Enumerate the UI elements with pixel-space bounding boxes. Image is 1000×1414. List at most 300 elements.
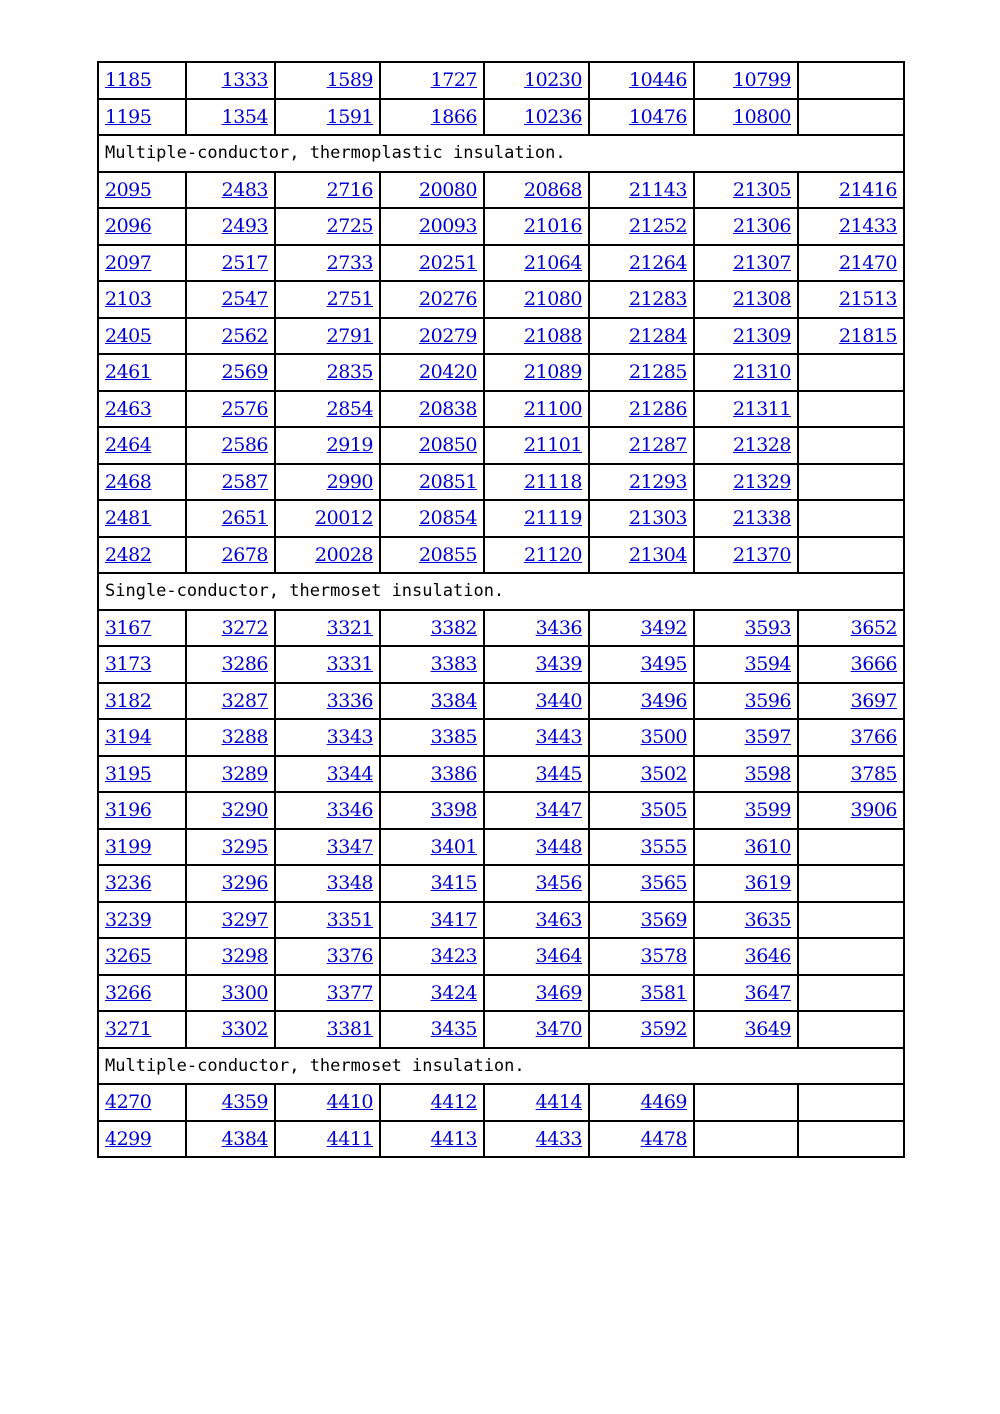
document-number-link[interactable]: 3348 (326, 872, 373, 895)
document-number-link[interactable]: 2791 (326, 324, 373, 347)
table-cell (798, 610, 904, 647)
table-row (98, 99, 904, 136)
table-cell (186, 902, 275, 939)
document-number-link[interactable]: 3598 (744, 762, 791, 785)
document-number-link[interactable]: 3382 (430, 616, 477, 639)
table-cell (484, 172, 589, 209)
table-cell (484, 318, 589, 355)
table-row (98, 938, 904, 975)
document-number-link[interactable]: 21815 (839, 324, 897, 347)
document-number-link[interactable]: 2517 (221, 251, 268, 274)
document-number-link[interactable]: 10446 (629, 69, 687, 92)
document-number-link[interactable]: 2483 (221, 178, 268, 201)
document-number-link[interactable]: 3286 (221, 653, 268, 676)
table-cell (484, 719, 589, 756)
document-number-link[interactable]: 2990 (326, 470, 373, 493)
document-number-link[interactable]: 3635 (744, 908, 791, 931)
document-number-link[interactable]: 21287 (629, 434, 687, 457)
table-cell (186, 865, 275, 902)
document-number-link[interactable]: 3906 (850, 799, 897, 822)
document-number-link[interactable]: 2716 (326, 178, 373, 201)
document-number-link[interactable]: 3581 (640, 981, 687, 1004)
document-number-link[interactable]: 3331 (326, 653, 373, 676)
table-cell (98, 1011, 186, 1048)
table-row (98, 537, 904, 574)
document-number-link[interactable]: 21119 (524, 507, 582, 530)
document-number-link[interactable]: 3610 (744, 835, 791, 858)
document-number-link[interactable]: 1866 (430, 105, 477, 128)
table-cell (186, 318, 275, 355)
document-number-link[interactable]: 2405 (105, 324, 152, 347)
document-number-link[interactable]: 3417 (430, 908, 477, 931)
document-number-link[interactable]: 4414 (535, 1091, 582, 1114)
table-cell (186, 391, 275, 428)
table-cell (186, 1121, 275, 1158)
document-number-link[interactable]: 3266 (105, 981, 152, 1004)
table-cell (380, 391, 484, 428)
document-number-link[interactable]: 21416 (839, 178, 897, 201)
document-number-link[interactable]: 3424 (430, 981, 477, 1004)
table-cell (589, 500, 694, 537)
document-number-link[interactable]: 2103 (105, 288, 152, 311)
document-number-link[interactable]: 20080 (419, 178, 477, 201)
document-number-link[interactable]: 2562 (221, 324, 268, 347)
table-row (98, 391, 904, 428)
document-number-link[interactable]: 20251 (419, 251, 477, 274)
document-number-link[interactable]: 4478 (640, 1127, 687, 1150)
table-cell (186, 975, 275, 1012)
document-number-link[interactable]: 21328 (733, 434, 791, 457)
document-number-link[interactable]: 3346 (326, 799, 373, 822)
document-number-link[interactable]: 21064 (524, 251, 582, 274)
document-number-link[interactable]: 2678 (221, 543, 268, 566)
document-number-link[interactable]: 3196 (105, 799, 152, 822)
table-cell (589, 719, 694, 756)
table-cell (798, 99, 904, 136)
document-number-link[interactable]: 21118 (524, 470, 582, 493)
document-number-link[interactable]: 3440 (535, 689, 582, 712)
document-number-link[interactable]: 21283 (629, 288, 687, 311)
document-number-link[interactable]: 3697 (850, 689, 897, 712)
document-number-link[interactable]: 20838 (419, 397, 477, 420)
document-number-link[interactable]: 1195 (105, 105, 152, 128)
table-cell (589, 756, 694, 793)
document-number-link[interactable]: 2651 (221, 507, 268, 530)
document-number-link[interactable]: 3295 (221, 835, 268, 858)
document-number-link[interactable]: 3578 (640, 945, 687, 968)
document-number-link[interactable]: 10800 (733, 105, 791, 128)
table-cell (694, 391, 798, 428)
document-number-link[interactable]: 3167 (105, 616, 152, 639)
table-cell (186, 537, 275, 574)
table-cell (98, 1121, 186, 1158)
document-number-link[interactable]: 1727 (430, 69, 477, 92)
document-number-link[interactable]: 21284 (629, 324, 687, 347)
document-number-link[interactable]: 3599 (744, 799, 791, 822)
document-number-link[interactable]: 3597 (744, 726, 791, 749)
document-number-link[interactable]: 3596 (744, 689, 791, 712)
document-number-link[interactable]: 21088 (524, 324, 582, 347)
table-cell (186, 281, 275, 318)
document-number-link[interactable]: 3236 (105, 872, 152, 895)
document-number-link[interactable]: 2482 (105, 543, 152, 566)
table-cell (275, 391, 380, 428)
table-cell (98, 464, 186, 501)
document-number-link[interactable]: 1185 (105, 69, 152, 92)
document-number-link[interactable]: 10230 (524, 69, 582, 92)
table-cell (98, 865, 186, 902)
table-cell (589, 245, 694, 282)
document-number-link[interactable]: 3766 (850, 726, 897, 749)
document-number-link[interactable]: 3289 (221, 762, 268, 785)
document-number-link[interactable]: 2481 (105, 507, 152, 530)
document-number-link[interactable]: 3194 (105, 726, 152, 749)
document-number-link[interactable]: 2463 (105, 397, 152, 420)
table-cell (380, 281, 484, 318)
table-cell (589, 975, 694, 1012)
document-number-link[interactable]: 2464 (105, 434, 152, 457)
table-row (98, 792, 904, 829)
document-number-link[interactable]: 4469 (640, 1091, 687, 1114)
document-number-link[interactable]: 3302 (221, 1018, 268, 1041)
document-number-link[interactable]: 3377 (326, 981, 373, 1004)
document-number-link[interactable]: 3383 (430, 653, 477, 676)
document-number-link[interactable]: 20854 (419, 507, 477, 530)
document-number-link[interactable]: 21304 (629, 543, 687, 566)
document-number-link[interactable]: 2493 (221, 215, 268, 238)
document-number-link[interactable]: 21306 (733, 215, 791, 238)
document-number-link[interactable]: 4413 (430, 1127, 477, 1150)
table-cell (484, 1121, 589, 1158)
document-number-link[interactable]: 3288 (221, 726, 268, 749)
document-number-link[interactable]: 3470 (535, 1018, 582, 1041)
document-number-link[interactable]: 3386 (430, 762, 477, 785)
table-cell (694, 427, 798, 464)
table-cell (484, 427, 589, 464)
document-number-link[interactable]: 21143 (629, 178, 687, 201)
document-number-link[interactable]: 3447 (535, 799, 582, 822)
document-number-link[interactable]: 3785 (850, 762, 897, 785)
document-number-link[interactable]: 21303 (629, 507, 687, 530)
document-number-link[interactable]: 3272 (221, 616, 268, 639)
document-number-link[interactable]: 4270 (105, 1091, 152, 1114)
table-cell (275, 281, 380, 318)
table-cell (589, 62, 694, 99)
document-number-link[interactable]: 2587 (221, 470, 268, 493)
table-cell (275, 902, 380, 939)
document-number-link[interactable]: 3555 (640, 835, 687, 858)
table-cell (275, 99, 380, 136)
table-cell (589, 902, 694, 939)
table-cell (275, 172, 380, 209)
document-number-link[interactable]: 3297 (221, 908, 268, 931)
table-cell (275, 500, 380, 537)
table-cell (380, 245, 484, 282)
document-number-link[interactable]: 3376 (326, 945, 373, 968)
document-number-link[interactable]: 21120 (524, 543, 582, 566)
table-cell (589, 829, 694, 866)
document-number-link[interactable]: 3593 (744, 616, 791, 639)
document-number-link[interactable]: 3290 (221, 799, 268, 822)
table-cell (589, 1011, 694, 1048)
table-cell (186, 756, 275, 793)
document-number-link[interactable]: 3296 (221, 872, 268, 895)
table-cell (484, 865, 589, 902)
document-number-link[interactable]: 3398 (430, 799, 477, 822)
document-number-link[interactable]: 21513 (839, 288, 897, 311)
table-cell (98, 500, 186, 537)
document-number-link[interactable]: 10799 (733, 69, 791, 92)
table-cell (798, 646, 904, 683)
table-cell (275, 464, 380, 501)
document-number-link[interactable]: 3173 (105, 653, 152, 676)
table-cell (798, 391, 904, 428)
document-number-link[interactable]: 21309 (733, 324, 791, 347)
table-row (98, 464, 904, 501)
document-number-link[interactable]: 3594 (744, 653, 791, 676)
table-cell (589, 281, 694, 318)
document-number-link[interactable]: 21311 (733, 397, 791, 420)
document-number-link[interactable]: 2569 (221, 361, 268, 384)
table-cell (380, 719, 484, 756)
document-number-link[interactable]: 21264 (629, 251, 687, 274)
document-number-link[interactable]: 21089 (524, 361, 582, 384)
table-cell (380, 1121, 484, 1158)
document-number-link[interactable]: 3445 (535, 762, 582, 785)
document-number-link[interactable]: 3182 (105, 689, 152, 712)
document-number-link[interactable]: 3652 (850, 616, 897, 639)
document-number-link[interactable]: 21338 (733, 507, 791, 530)
document-number-link[interactable]: 3199 (105, 835, 152, 858)
table-cell (798, 281, 904, 318)
document-number-link[interactable]: 21308 (733, 288, 791, 311)
document-number-link[interactable]: 3321 (326, 616, 373, 639)
document-number-link[interactable]: 10236 (524, 105, 582, 128)
document-number-link[interactable]: 1354 (221, 105, 268, 128)
table-cell (186, 427, 275, 464)
table-cell (589, 464, 694, 501)
table-cell (98, 281, 186, 318)
document-number-link[interactable]: 2461 (105, 361, 152, 384)
document-number-link[interactable]: 20855 (419, 543, 477, 566)
table-row (98, 902, 904, 939)
table-cell (484, 464, 589, 501)
document-number-link[interactable]: 3649 (744, 1018, 791, 1041)
document-number-link[interactable]: 3492 (640, 616, 687, 639)
table-row (98, 610, 904, 647)
document-number-link[interactable]: 21370 (733, 543, 791, 566)
document-number-link[interactable]: 20276 (419, 288, 477, 311)
document-number-link[interactable]: 21329 (733, 470, 791, 493)
document-number-link[interactable]: 3448 (535, 835, 582, 858)
document-number-link[interactable]: 21101 (524, 434, 582, 457)
document-number-link[interactable]: 3496 (640, 689, 687, 712)
table-cell (589, 318, 694, 355)
table-cell (694, 172, 798, 209)
document-number-link[interactable]: 3592 (640, 1018, 687, 1041)
table-cell (484, 500, 589, 537)
document-number-link[interactable]: 21286 (629, 397, 687, 420)
document-number-link[interactable]: 20279 (419, 324, 477, 347)
document-number-link[interactable]: 2097 (105, 251, 152, 274)
table-cell (484, 792, 589, 829)
document-number-link[interactable]: 20850 (419, 434, 477, 457)
table-cell (798, 318, 904, 355)
document-number-link[interactable]: 4410 (326, 1091, 373, 1114)
section-heading: Multiple-conductor, thermoset insulation. (98, 1048, 904, 1085)
document-number-link[interactable]: 2096 (105, 215, 152, 238)
document-number-link[interactable]: 3265 (105, 945, 152, 968)
document-number-link[interactable]: 3384 (430, 689, 477, 712)
table-cell (589, 1121, 694, 1158)
document-number-link[interactable]: 20012 (315, 507, 373, 530)
table-cell (589, 646, 694, 683)
document-number-link[interactable]: 3195 (105, 762, 152, 785)
document-number-link[interactable]: 3415 (430, 872, 477, 895)
document-number-link[interactable]: 3646 (744, 945, 791, 968)
table-cell (186, 792, 275, 829)
document-number-link[interactable]: 20420 (419, 361, 477, 384)
table-cell (694, 245, 798, 282)
table-cell (694, 756, 798, 793)
document-number-link[interactable]: 3439 (535, 653, 582, 676)
document-number-link[interactable]: 4299 (105, 1127, 152, 1150)
document-number-link[interactable]: 3336 (326, 689, 373, 712)
document-number-link[interactable]: 21100 (524, 397, 582, 420)
document-number-link[interactable]: 3381 (326, 1018, 373, 1041)
document-number-link[interactable]: 10476 (629, 105, 687, 128)
document-number-link[interactable]: 3463 (535, 908, 582, 931)
table-cell (98, 245, 186, 282)
document-number-link[interactable]: 3344 (326, 762, 373, 785)
document-number-link[interactable]: 21080 (524, 288, 582, 311)
document-number-link[interactable]: 3569 (640, 908, 687, 931)
table-cell (798, 975, 904, 1012)
document-number-link[interactable]: 3239 (105, 908, 152, 931)
document-number-link[interactable]: 3469 (535, 981, 582, 1004)
document-number-link[interactable]: 2733 (326, 251, 373, 274)
document-number-link[interactable]: 2835 (326, 361, 373, 384)
document-number-link[interactable]: 3666 (850, 653, 897, 676)
document-number-link[interactable]: 2919 (326, 434, 373, 457)
document-number-link[interactable]: 3647 (744, 981, 791, 1004)
table-cell (275, 683, 380, 720)
table-cell (380, 537, 484, 574)
document-number-link[interactable]: 20851 (419, 470, 477, 493)
document-number-link[interactable]: 3300 (221, 981, 268, 1004)
table-cell (589, 792, 694, 829)
document-number-link[interactable]: 3464 (535, 945, 582, 968)
table-cell (589, 938, 694, 975)
document-number-link[interactable]: 20868 (524, 178, 582, 201)
document-number-link[interactable]: 3298 (221, 945, 268, 968)
table-cell (275, 756, 380, 793)
table-cell (798, 62, 904, 99)
document-number-link[interactable]: 2751 (326, 288, 373, 311)
document-number-link[interactable]: 21470 (839, 251, 897, 274)
document-number-link[interactable]: 3423 (430, 945, 477, 968)
document-number-link[interactable]: 3271 (105, 1018, 152, 1041)
document-table (97, 61, 905, 1158)
document-number-link[interactable]: 1591 (326, 105, 373, 128)
table-cell (380, 62, 484, 99)
table-cell (380, 902, 484, 939)
table-row (98, 427, 904, 464)
table-cell (798, 500, 904, 537)
table-cell (275, 646, 380, 683)
document-number-link[interactable]: 4359 (221, 1091, 268, 1114)
document-number-link[interactable]: 3401 (430, 835, 477, 858)
document-number-link[interactable]: 2095 (105, 178, 152, 201)
document-number-link[interactable]: 4433 (535, 1127, 582, 1150)
document-number-link[interactable]: 4384 (221, 1127, 268, 1150)
document-number-link[interactable]: 3385 (430, 726, 477, 749)
document-number-link[interactable]: 2586 (221, 434, 268, 457)
document-number-link[interactable]: 21433 (839, 215, 897, 238)
table-cell (275, 1121, 380, 1158)
document-number-link[interactable]: 3343 (326, 726, 373, 749)
document-number-link[interactable]: 3495 (640, 653, 687, 676)
document-number-link[interactable]: 2854 (326, 397, 373, 420)
document-number-link[interactable]: 21252 (629, 215, 687, 238)
table-cell (589, 1084, 694, 1121)
document-number-link[interactable]: 21285 (629, 361, 687, 384)
table-cell (275, 792, 380, 829)
table-cell (798, 172, 904, 209)
document-number-link[interactable]: 21307 (733, 251, 791, 274)
table-cell (380, 683, 484, 720)
document-number-link[interactable]: 20028 (315, 543, 373, 566)
table-cell (98, 391, 186, 428)
document-number-link[interactable]: 2576 (221, 397, 268, 420)
document-number-link[interactable]: 3443 (535, 726, 582, 749)
table-cell (694, 719, 798, 756)
document-number-link[interactable]: 3565 (640, 872, 687, 895)
document-number-link[interactable]: 4412 (430, 1091, 477, 1114)
table-cell (484, 610, 589, 647)
table-cell (484, 208, 589, 245)
document-number-link[interactable]: 4411 (326, 1127, 373, 1150)
document-number-link[interactable]: 21310 (733, 361, 791, 384)
document-number-link[interactable]: 3505 (640, 799, 687, 822)
table-cell (380, 792, 484, 829)
document-number-link[interactable]: 3347 (326, 835, 373, 858)
document-number-link[interactable]: 21016 (524, 215, 582, 238)
table-row (98, 500, 904, 537)
document-number-link[interactable]: 21305 (733, 178, 791, 201)
table-row (98, 683, 904, 720)
document-number-link[interactable]: 3456 (535, 872, 582, 895)
document-number-link[interactable]: 21293 (629, 470, 687, 493)
table-cell (275, 354, 380, 391)
document-number-link[interactable]: 3500 (640, 726, 687, 749)
document-number-link[interactable]: 2468 (105, 470, 152, 493)
document-number-link[interactable]: 2547 (221, 288, 268, 311)
table-cell (98, 646, 186, 683)
document-number-link[interactable]: 3287 (221, 689, 268, 712)
document-number-link[interactable]: 3435 (430, 1018, 477, 1041)
document-number-link[interactable]: 1589 (326, 69, 373, 92)
document-number-link[interactable]: 3619 (744, 872, 791, 895)
table-cell (694, 1084, 798, 1121)
document-number-link[interactable]: 3436 (535, 616, 582, 639)
document-number-link[interactable]: 20093 (419, 215, 477, 238)
document-number-link[interactable]: 2725 (326, 215, 373, 238)
table-cell (484, 829, 589, 866)
document-number-link[interactable]: 3351 (326, 908, 373, 931)
document-number-link[interactable]: 1333 (221, 69, 268, 92)
document-number-link[interactable]: 3502 (640, 762, 687, 785)
